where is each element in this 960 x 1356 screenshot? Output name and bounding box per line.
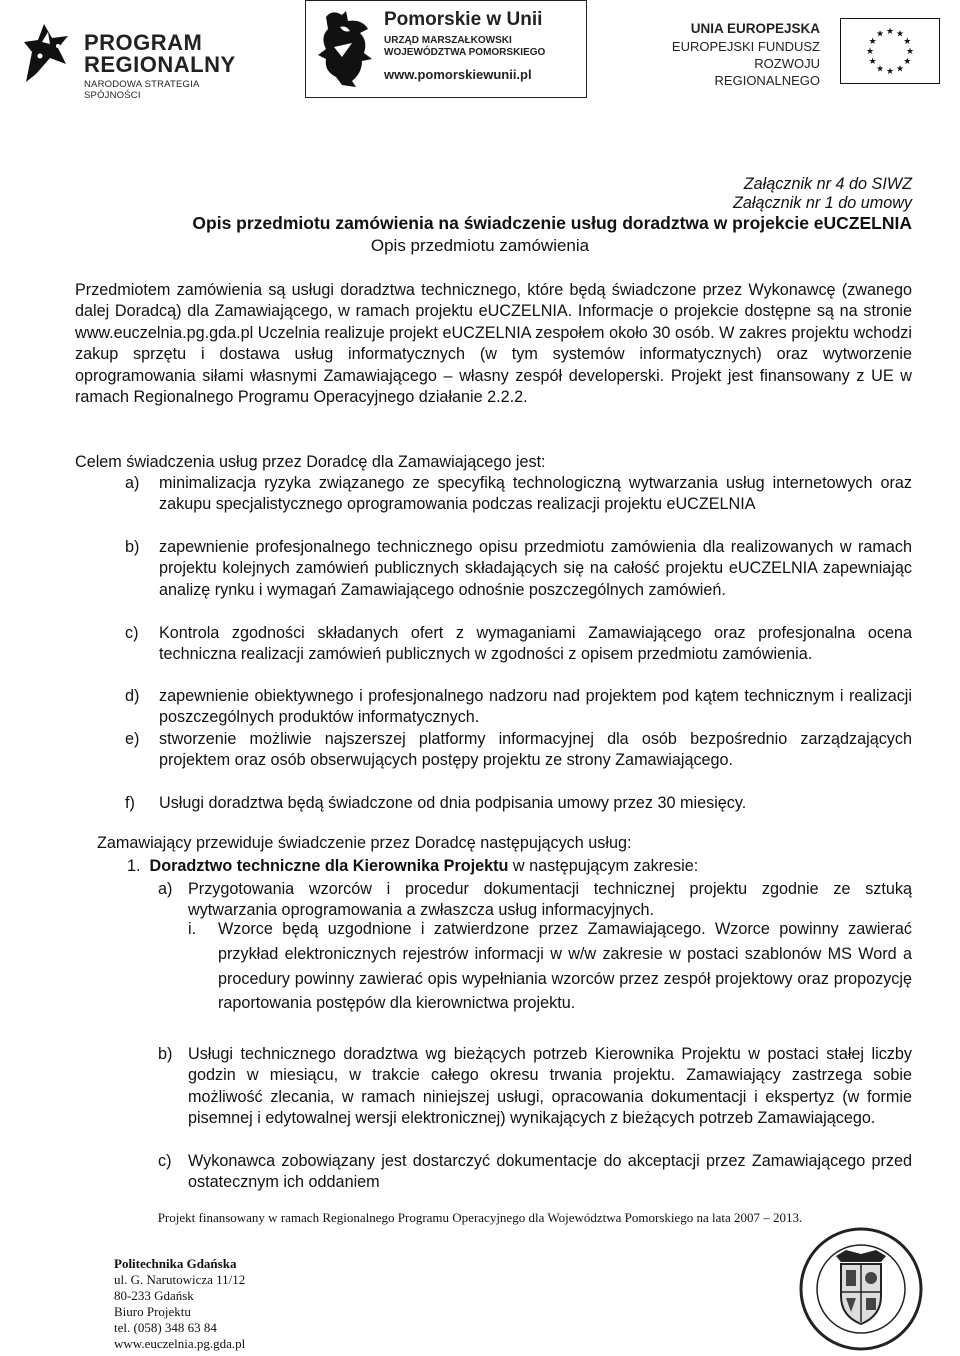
list-item: [75, 686, 912, 729]
eu-flag-icon: [840, 18, 940, 84]
list-item-label: b): [125, 538, 140, 556]
section-1-heading: [127, 856, 912, 877]
footer-phone: tel. (058) 348 63 84: [114, 1319, 217, 1335]
list-item-label: c): [158, 1152, 172, 1170]
eu-star-icon: ★: [895, 28, 905, 39]
list-item-text: Usługi doradztwa będą świadczone od dnia podpisania umowy przez 30 miesięcy.: [159, 794, 747, 812]
list-item-label: e): [125, 730, 140, 748]
list-item-text: zapewnienie obiektywnego i profesjonalnego nadzoru nad projektem pod kątem technicznym i realizacji poszczególnych produktów informatycznych.: [159, 687, 912, 727]
program-logo-line2: REGIONALNY: [84, 52, 236, 77]
star-figure-icon: [22, 12, 80, 84]
list-item: [75, 729, 912, 772]
list-item-text: Kontrola zgodności składanych ofert z wymaganiami Zamawiającego oraz profesjonalna ocena techniczna realizacji zamówień publicznych w zgodności z opisem przedmiotu zamówienia.: [159, 624, 912, 664]
list-item-text: Wykonawca zobowiązany jest dostarczyć dokumentacje do akceptacji przez Zamawiającego przed ostatecznym ich oddaniem: [188, 1152, 912, 1192]
list-item-text: Przygotowania wzorców i procedur dokumentacji technicznej projektu zgodnie ze sztuką wytwarzania oprogramowania a zwłaszcza usług informacyjnych.: [188, 880, 912, 920]
list-item: [75, 623, 912, 666]
footer-street: ul. G. Narutowicza 11/12: [114, 1271, 246, 1287]
list-item-text: Usługi technicznego doradztwa wg bieżących potrzeb Kierownika Projektu w postaci stałej liczby godzin w miesiącu, w trakcie całego okresu trwania projektu. Zamawiający zastrzega sobie możliwość zlecania, w ramach niniejszej usługi, opracowania dokumentacji i ekspertyz (w formie pisemnej i edytowalnej wersji elektronicznej) wynikających z bieżących potrzeb Zamawiającego.: [188, 1045, 912, 1128]
eu-star-icon: ★: [903, 36, 912, 46]
eu-star-icon: ★: [885, 26, 895, 36]
list-item-label: i.: [188, 920, 197, 938]
list-item: [75, 537, 912, 601]
list-item-label: d): [125, 687, 140, 705]
griffin-emblem-icon: [312, 7, 380, 89]
footer-org: Politechnika Gdańska: [114, 1256, 237, 1271]
eu-star-icon: ★: [905, 46, 915, 56]
list-item-text: Wzorce będą uzgodnione i zatwierdzone przez Zamawiającego. Wzorce powinny zawierać przykład elektronicznych rejestrów informacji w w/w zakresie w postaci szablonów MS Word a procedury powinny zawierać opis wypełniania wzorców przez zespół projektowy oraz propozycję raportowania postępów dla kierownictwa projektu.: [218, 920, 912, 1013]
pomorskie-w-unii-logo: [305, 0, 587, 98]
list-item-label: c): [125, 624, 139, 642]
pomorskie-logo-url: www.pomorskiewunii.pl: [384, 67, 532, 82]
list-item-text: stworzenie możliwie najszerszej platformy informacyjnej dla osób bezpośrednio zarządzających projektem oraz osób obserwujących postępy projektu ze strony Zamawiającego.: [159, 730, 912, 770]
section-1-number: 1.: [127, 857, 141, 875]
ue-logo-line1: UNIA EUROPEJSKA: [690, 21, 820, 36]
list-item-text: zapewnienie profesjonalnego technicznego opisu przedmiotu zamówienia dla realizowanych w ramach projektu kolejnych zamówień publicznych składających się na całość projektu eUCZELNIA zapewniając analizę rynku i wymagań Zamawiającego odnośnie poszczególnych zamówień.: [159, 538, 912, 599]
list-item: [75, 473, 912, 516]
ue-logo-line3: ROZWOJU REGIONALNEGO: [714, 56, 820, 88]
list-item-label: a): [158, 880, 173, 898]
footer-office: Biuro Projektu: [114, 1303, 191, 1319]
pomorskie-logo-line3: WOJEWÓDZTWA POMORSKIEGO: [384, 47, 546, 58]
list-item-label: b): [158, 1045, 173, 1063]
document-subtitle: Opis przedmiotu zamówienia: [370, 236, 590, 255]
list-item: [127, 879, 912, 922]
footer-city: 80-233 Gdańsk: [114, 1287, 194, 1303]
ue-logo-line2: EUROPEJSKI FUNDUSZ: [671, 39, 820, 54]
eu-star-icon: ★: [875, 63, 885, 74]
section-1-rest: w następującym zakresie:: [508, 857, 699, 875]
services-intro: Zamawiający przewiduje świadczenie przez Doradcę następujących usług:: [97, 834, 632, 852]
eu-star-icon: ★: [868, 56, 877, 66]
eu-star-icon: ★: [865, 46, 875, 56]
footer-project-line: Projekt finansowany w ramach Regionalnego Programu Operacyjnego dla Województwa Pomorskiego na lata 2007 – 2013.: [157, 1210, 803, 1225]
program-regionalny-logo: [22, 12, 252, 101]
eu-star-icon: ★: [903, 56, 912, 66]
unia-europejska-logo: [650, 18, 950, 88]
eu-star-icon: ★: [875, 28, 885, 39]
goals-intro: Celem świadczenia usług przez Doradcę dla Zamawiającego jest:: [75, 453, 546, 471]
eu-star-icon: ★: [895, 63, 905, 74]
program-logo-line1: PROGRAM: [84, 30, 203, 55]
document-title: Opis przedmiotu zamówienia na świadczenie usług doradztwa w projekcie eUCZELNIA: [192, 213, 912, 233]
eu-star-icon: ★: [868, 36, 877, 46]
attachment-umowa: Załącznik nr 1 do umowy: [732, 194, 912, 212]
list-item-label: a): [125, 474, 140, 492]
list-item: [75, 793, 912, 814]
list-item-label: f): [125, 794, 135, 812]
section-1-title: Doradztwo techniczne dla Kierownika Projektu: [149, 857, 509, 875]
pomorskie-logo-line2: URZĄD MARSZAŁKOWSKI: [384, 35, 512, 46]
list-item: [127, 1044, 912, 1130]
pomorskie-logo-line1: Pomorskie w Unii: [384, 9, 543, 30]
eu-star-icon: ★: [885, 66, 895, 76]
list-item: [127, 1151, 912, 1194]
list-item: [188, 917, 912, 1016]
university-crest-icon: [796, 1226, 926, 1352]
footer-web: www.euczelnia.pg.gda.pl: [114, 1335, 246, 1351]
attachment-siwz: Załącznik nr 4 do SIWZ: [743, 175, 912, 193]
footer-address: [114, 1256, 414, 1351]
list-item-text: minimalizacja ryzyka związanego ze specyfiką technologiczną wytwarzania usług internetowych oraz zakupu specjalistycznego oprogramowania podczas realizacji projektu eUCZELNIA: [159, 474, 912, 514]
program-logo-line3: NARODOWA STRATEGIA SPÓJNOŚCI: [84, 79, 199, 101]
intro-paragraph: Przedmiotem zamówienia są usługi doradztwa technicznego, które będą świadczone przez Wykonawcę (zwanego dalej Doradcą) dla Zamawiającego, w ramach projektu eUCZELNIA. Informacje o projekcie dostępne są na stronie www.euczelnia.pg.gda.pl Uczelnia realizuje projekt eUCZELNIA zespołem około 30 osób. W zakres projektu wchodzi zakup sprzętu i dostawa usług informatycznych (w tym systemów informatycznych) oraz wytworzenie oprogramowania siłami własnymi Zamawiającego – własny zespół developerski. Projekt jest finansowany z UE w ramach Regionalnego Programu Operacyjnego działanie 2.2.2.: [75, 281, 912, 407]
